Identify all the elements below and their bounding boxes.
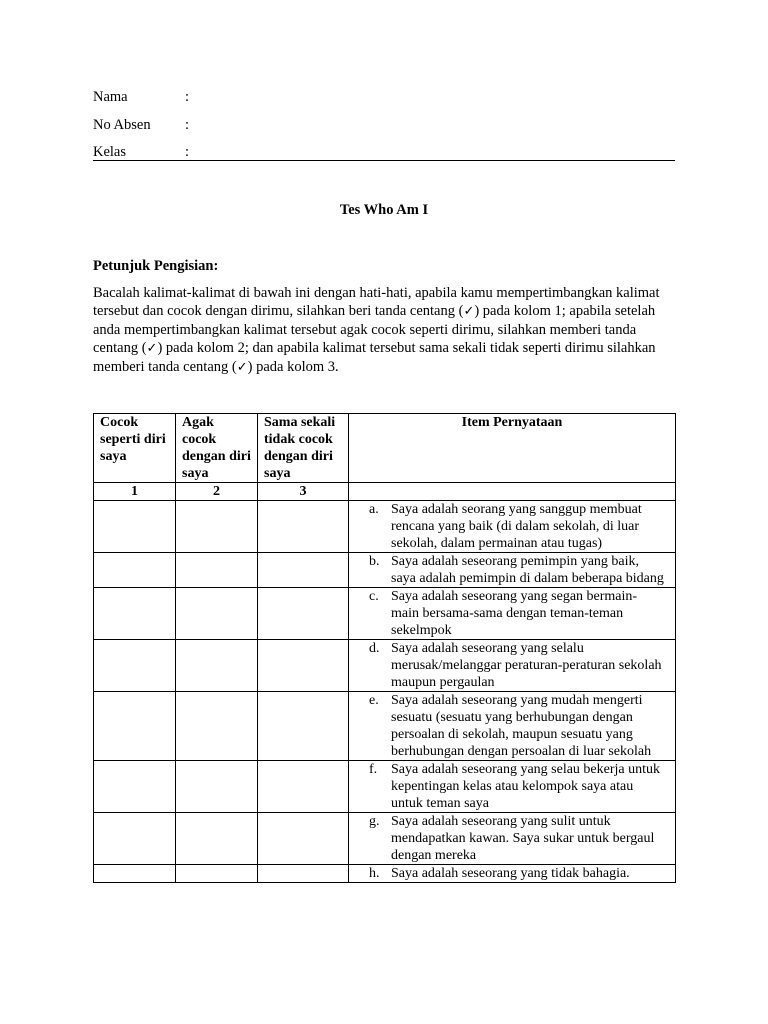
check-cell-2[interactable] — [176, 501, 258, 553]
statement-letter: a. — [369, 502, 379, 517]
instructions-text-4: ) pada kolom 3. — [247, 359, 339, 375]
check-cell-3[interactable] — [258, 640, 349, 692]
check-cell-3[interactable] — [258, 692, 349, 761]
check-cell-2[interactable] — [176, 813, 258, 865]
check-cell-2[interactable] — [176, 692, 258, 761]
statement-text: Saya adalah seseorang pemimpin yang baik, saya adalah pemimpin di dalam beberapa bidang — [391, 554, 664, 586]
instructions-text-2: ) pada kolom 1; apabila setelah anda mempertimbangkan kalimat tersebut agak cocok seperti dirimu, silahkan memberi tanda centang ( — [93, 303, 656, 356]
column-number-empty — [349, 483, 676, 501]
statement-letter: g. — [369, 814, 380, 829]
checkmark-icon: ✓ — [146, 341, 158, 356]
header-col-cocok: Cocok seperti diri saya — [94, 414, 176, 483]
table-row — [94, 692, 676, 761]
statement-cell — [349, 692, 676, 761]
checkmark-icon: ✓ — [236, 360, 248, 375]
statement-table — [93, 413, 676, 883]
statement-letter: f. — [369, 762, 378, 777]
check-cell-1[interactable] — [94, 553, 176, 588]
kelas-colon: : — [185, 144, 190, 160]
column-number-2: 2 — [176, 483, 258, 501]
check-cell-1[interactable] — [94, 501, 176, 553]
check-cell-1[interactable] — [94, 865, 176, 883]
table-header-row — [94, 414, 676, 483]
statement-cell — [349, 761, 676, 813]
check-cell-3[interactable] — [258, 813, 349, 865]
header-col-item: Item Pernyataan — [349, 414, 676, 483]
check-cell-2[interactable] — [176, 588, 258, 640]
column-number-3: 3 — [258, 483, 349, 501]
header-col-tidak-cocok: Sama sekali tidak cocok dengan diri saya — [258, 414, 349, 483]
kelas-label: Kelas — [93, 144, 127, 160]
check-cell-3[interactable] — [258, 761, 349, 813]
header-col-agak-cocok: Agak cocok dengan diri saya — [176, 414, 258, 483]
column-number-row — [94, 483, 676, 501]
instructions-paragraph — [93, 284, 675, 377]
column-number-1: 1 — [94, 483, 176, 501]
check-cell-1[interactable] — [94, 761, 176, 813]
check-cell-2[interactable] — [176, 553, 258, 588]
check-cell-1[interactable] — [94, 588, 176, 640]
statement-text: Saya adalah seorang yang sanggup membuat rencana yang baik (di dalam sekolah, di luar sekolah, dalam permainan atau tugas) — [391, 502, 642, 551]
statement-cell — [349, 588, 676, 640]
statement-letter: e. — [369, 693, 379, 708]
absen-colon: : — [185, 117, 190, 133]
statement-text: Saya adalah seseorang yang selalu merusak/melanggar peraturan-peraturan sekolah maupun pergaulan — [391, 641, 662, 690]
check-cell-2[interactable] — [176, 640, 258, 692]
header-divider — [93, 160, 675, 161]
table-row — [94, 640, 676, 692]
statement-cell — [349, 501, 676, 553]
check-cell-3[interactable] — [258, 501, 349, 553]
check-cell-2[interactable] — [176, 761, 258, 813]
check-cell-3[interactable] — [258, 553, 349, 588]
name-colon: : — [185, 89, 190, 105]
table-row — [94, 761, 676, 813]
statement-text: Saya adalah seseorang yang tidak bahagia. — [391, 866, 630, 881]
instructions-text-1: Bacalah kalimat-kalimat di bawah ini dengan hati-hati, apabila kamu mempertimbangkan kalimat tersebut dan cocok dengan dirimu, silahkan beri tanda centang ( — [93, 285, 660, 319]
check-cell-3[interactable] — [258, 588, 349, 640]
check-cell-1[interactable] — [94, 813, 176, 865]
table-row — [94, 553, 676, 588]
check-cell-3[interactable] — [258, 865, 349, 883]
statement-cell — [349, 813, 676, 865]
statement-letter: c. — [369, 589, 379, 604]
table-row — [94, 501, 676, 553]
statement-text: Saya adalah seseorang yang segan bermain-main bersama-sama dengan teman-teman sekelmpok — [391, 589, 638, 638]
statement-cell — [349, 865, 676, 883]
table-row — [94, 865, 676, 883]
name-label: Nama — [93, 89, 128, 105]
statement-letter: h. — [369, 866, 380, 881]
statement-text: Saya adalah seseorang yang selau bekerja untuk kepentingan kelas atau kelompok saya atau untuk teman saya — [391, 762, 661, 811]
statement-text: Saya adalah seseorang yang sulit untuk mendapatkan kawan. Saya sukar untuk bergaul dengan mereka — [391, 814, 655, 863]
check-cell-1[interactable] — [94, 640, 176, 692]
instructions-text-3: ) pada kolom 2; dan apabila kalimat tersebut sama sekali tidak seperti dirimu silahkan memberi tanda centang ( — [93, 340, 656, 375]
checkmark-icon: ✓ — [463, 304, 475, 319]
statement-text: Saya adalah seseorang yang mudah mengerti sesuatu (sesuatu yang berhubungan dengan persoalan di sekolah, maupun sesuatu yang berhubungan dengan persoalan di luar sekolah — [391, 693, 652, 759]
page-title: Tes Who Am I — [339, 202, 429, 218]
statement-letter: d. — [369, 641, 380, 656]
check-cell-2[interactable] — [176, 865, 258, 883]
statement-cell — [349, 640, 676, 692]
table-row — [94, 813, 676, 865]
statement-letter: b. — [369, 554, 380, 569]
table-row — [94, 588, 676, 640]
instructions-heading: Petunjuk Pengisian: — [93, 258, 219, 274]
absen-label: No Absen — [93, 117, 151, 133]
statement-cell — [349, 553, 676, 588]
check-cell-1[interactable] — [94, 692, 176, 761]
